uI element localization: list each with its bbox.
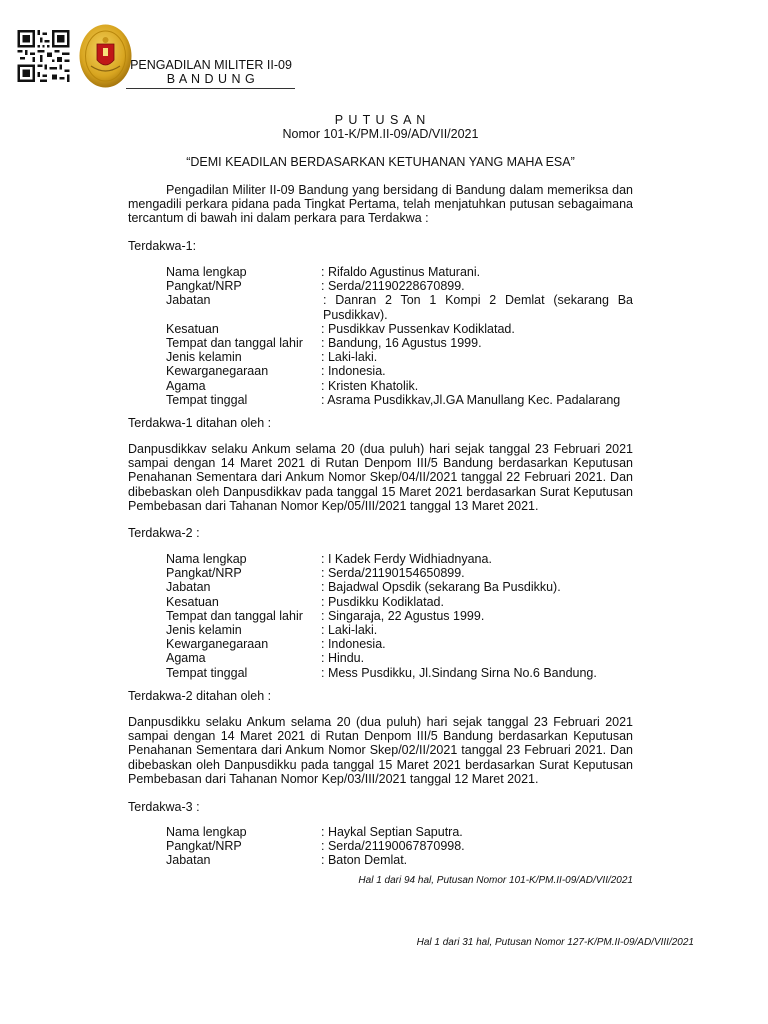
field-value: : Bajadwal Opsdik (sekarang Ba Pusdikku). [321,580,561,595]
field-label: Agama [166,651,206,666]
page-footer-note: Hal 1 dari 94 hal, Putusan Nomor 101-K/PM.II-09/AD/VII/2021 [358,875,633,886]
field-value: : Laki-laki. [321,350,378,365]
field-value: : Indonesia. [321,364,386,379]
field-value: : I Kadek Ferdy Widhiadnyana. [321,552,492,566]
field-label: Pangkat/NRP [166,839,242,854]
field-value: : Asrama Pusdikkav,Jl.GA Manullang Kec. Padalarang [321,392,621,407]
field-label: Jenis kelamin [166,622,242,637]
defendant-2-detention-heading: Terdakwa-2 ditahan oleh : [128,689,272,703]
field-value: : Laki-laki. [321,622,378,637]
defendant-2-values [321,552,597,680]
field-value: : Serda/21190067870998. [321,839,465,854]
field-label: Tempat dan tanggal lahir [166,608,303,623]
field-value: : Mess Pusdikku, Jl.Sindang Sirna No.6 Bandung. [321,665,597,680]
field-value: : Pusdikkav Pussenkav Kodiklatad. [321,321,515,336]
court-name [126,58,296,86]
field-label: Nama lengkap [166,552,247,566]
header-divider [126,88,295,89]
field-value: : Serda/21190154650899. [321,566,465,581]
document-title: P U T U S A N [334,113,427,127]
defendant-3-values [321,825,465,868]
defendant-1-heading: Terdakwa-1: [128,239,197,253]
field-label-spacer [166,308,303,322]
field-label: Kesatuan [166,594,219,609]
defendant-2-labels [166,552,303,680]
field-value: : Bandung, 16 Agustus 1999. [321,335,482,350]
field-value: : Hindu. [321,651,365,666]
field-label: Kewarganegaraan [166,637,269,652]
field-label: Pangkat/NRP [166,566,242,581]
defendant-1-values-rest [321,322,620,407]
intro-paragraph [128,183,633,226]
page-footer-note-secondary: Hal 1 dari 31 hal, Putusan Nomor 127-K/PM.II-09/AD/VIII/2021 [416,937,694,948]
document-number: Nomor 101-K/PM.II-09/AD/VII/2021 [282,127,479,141]
defendant-3-labels [166,825,247,868]
court-emblem-logo [79,24,132,88]
defendant-1-detention-heading: Terdakwa-1 ditahan oleh : [128,416,272,430]
defendant-2-heading: Terdakwa-2 : [128,526,200,540]
field-label: Jabatan [166,293,211,308]
intro-text: Pengadilan Militer II-09 Bandung yang bersidang di Bandung dalam memeriksa dan mengadili perkara pidana pada Tingkat Pertama, telah menjatuhkan putusan sebagaimana tercantum di bawah ini dalam perkara para Terdakwa : [128,183,633,226]
field-value: : Serda/21190228670899. [321,279,465,294]
qr-code [15,30,72,82]
defendant-1-values [321,265,480,293]
field-value: : Singaraja, 22 Agustus 1999. [321,608,485,623]
field-label: Kewarganegaraan [166,364,269,379]
defendant-1-detention-text: Danpusdikkav selaku Ankum selama 20 (dua puluh) hari sejak tanggal 23 Februari 2021 sampai dengan 14 Maret 2021 di Rutan Denpom III/5 Bandung berdasarkan Keputusan Penahanan Sementara dari Ankum Nomor Skep/04/II/2021 tanggal 22 Februari 2021. Dan dibebaskan oleh Danpusdikkav pada tanggal 15 Maret 2021 berdasarkan Surat Keputusan Pembebasan dari Tahanan Nomor Kep/05/III/2021 tanggal 13 Maret 2021. [128,442,633,513]
field-value: : Baton Demlat. [321,853,408,868]
field-value: : Pusdikku Kodiklatad. [321,594,444,609]
court-name-line1: PENGADILAN MILITER II-09 [130,58,292,72]
field-label: Pangkat/NRP [166,279,242,294]
field-value-jabatan: : Danran 2 Ton 1 Kompi 2 Demlat (sekarang Ba Pusdikkav). [323,293,633,322]
field-label: Jabatan [166,580,211,595]
field-label: Kesatuan [166,321,219,336]
field-label: Jenis kelamin [166,350,242,365]
court-city: B A N D U N G [166,72,256,86]
field-label: Jabatan [166,853,211,868]
field-label: Tempat dan tanggal lahir [166,335,303,350]
field-label: Nama lengkap [166,825,247,839]
defendant-1-labels [166,265,303,407]
field-value: : Haykal Septian Saputra. [321,825,463,839]
motto: “DEMI KEADILAN BERDASARKAN KETUHANAN YANG MAHA ESA” [186,155,575,169]
field-label: Nama lengkap [166,265,247,279]
field-value: : Rifaldo Agustinus Maturani. [321,265,481,279]
field-value: : Kristen Khatolik. [321,378,419,393]
defendant-3-heading: Terdakwa-3 : [128,800,200,814]
defendant-2-detention-text: Danpusdikku selaku Ankum selama 20 (dua puluh) hari sejak tanggal 23 Februari 2021 sampai dengan 14 Maret 2021 di Rutan Denpom III/5 Bandung berdasarkan Keputusan Penahanan Sementara dari Ankum Nomor Skep/02/II/2021 tanggal 23 Februari 2021. Dan dibebaskan oleh Danpusdikku pada tanggal 15 Maret 2021 berdasarkan Surat Keputusan Pembebasan dari Tahanan Nomor Kep/03/III/2021 tanggal 12 Maret 2021. [128,715,633,786]
field-value: : Indonesia. [321,637,386,652]
field-label: Agama [166,378,206,393]
field-label: Tempat tinggal [166,665,248,680]
field-label: Tempat tinggal [166,392,248,407]
